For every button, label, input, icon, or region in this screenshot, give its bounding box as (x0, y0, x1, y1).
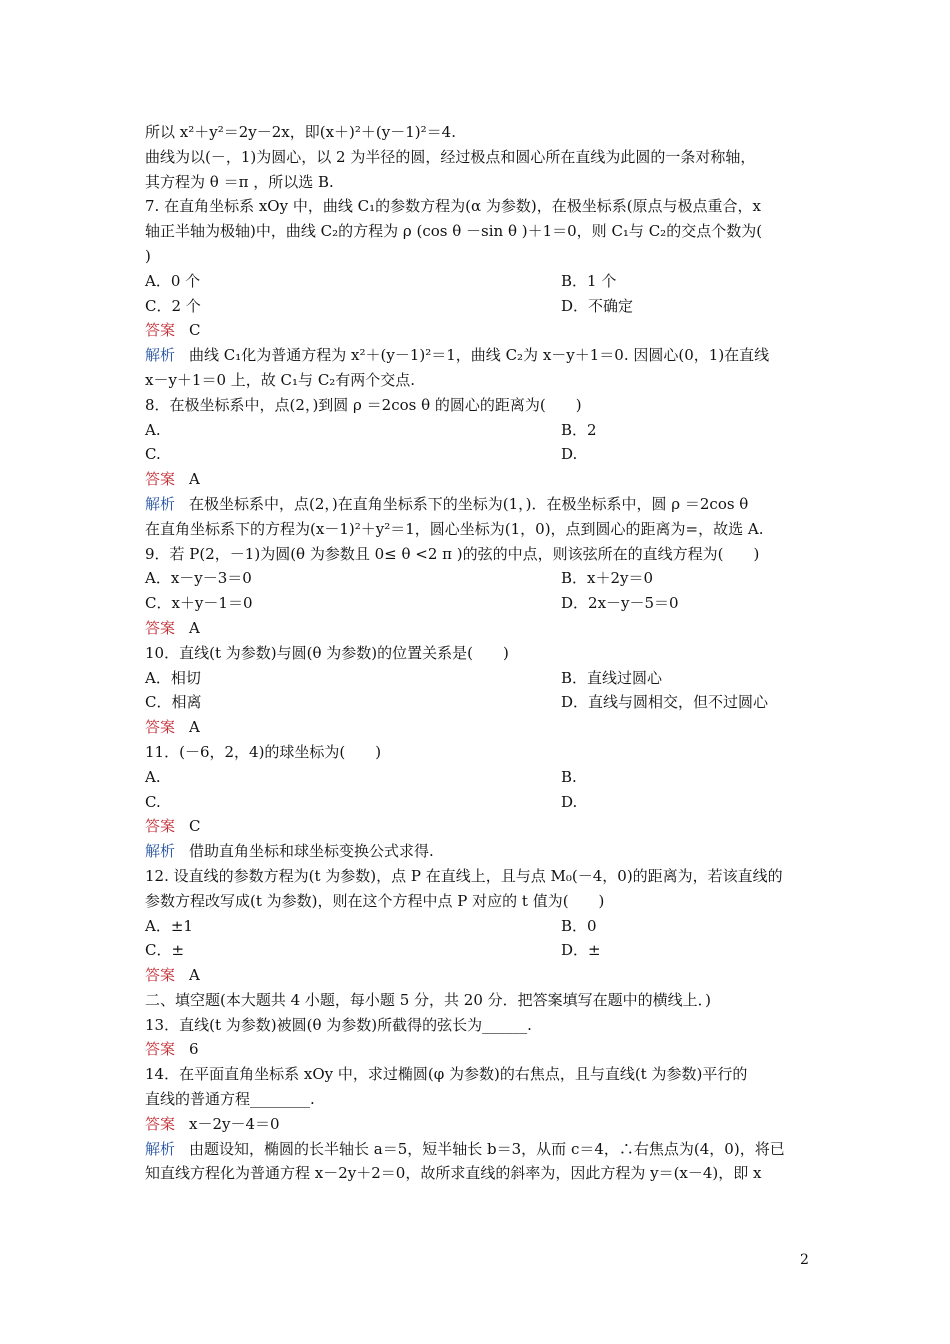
question-12-line-1: 12. 设直线的参数方程为(t 为参数)，点 P 在直线上，且与点 M₀(－4，0)的距离为，若该直线的 (145, 866, 783, 885)
question-8: 8．在极坐标系中，点(2，)到圆 ρ ＝2cos θ 的圆心的距离为( ) (145, 395, 582, 414)
options-row (145, 690, 813, 715)
section-heading: 二、填空题(本大题共 4 小题，每小题 5 分，共 20 分．把答案填写在题中的横线上．) (145, 990, 711, 1009)
text-line: 其方程为 θ ＝π ，所以选 B. (145, 172, 334, 191)
answer-label: 答案 (145, 966, 176, 985)
answer-value: A (189, 470, 200, 489)
question-11: 11．(－6，2，4)的球坐标为( ) (145, 742, 382, 761)
explanation-text: 在直角坐标系下的方程为(x－1)²＋y²＝1，圆心坐标为(1，0)，点到圆心的距离为=，故选 A. (145, 519, 764, 538)
explanation-text: 知直线方程化为普通方程 x－2y＋2＝0，故所求直线的斜率为，因此方程为 y＝(x－4)，即 x (145, 1164, 762, 1183)
answer-line (145, 963, 813, 988)
explanation-text: 借助直角坐标和球坐标变换公式求得. (189, 842, 434, 861)
explanation-line (145, 343, 813, 368)
text-line: 所以 x²＋y²＝2y－2x，即(x＋)²＋(y－1)²＝4. (145, 123, 456, 141)
answer-value: A (189, 618, 200, 637)
option-d: D．± (561, 941, 601, 960)
page-content (145, 120, 813, 1186)
answer-value: 6 (189, 1040, 199, 1059)
options-row (145, 418, 813, 443)
answer-value: C (189, 321, 201, 340)
option-a: A．相切 (145, 668, 201, 687)
explanation-line (145, 839, 813, 864)
options-row (145, 790, 813, 815)
options-row (145, 666, 813, 691)
answer-label: 答案 (145, 1040, 176, 1059)
options-row (145, 914, 813, 939)
option-b: B. (561, 767, 577, 786)
answer-label: 答案 (145, 817, 176, 836)
option-d: D．不确定 (561, 296, 634, 315)
option-d: D. (561, 445, 578, 464)
question-14-line-1: 14．在平面直角坐标系 xOy 中，求过椭圆(φ 为参数)的右焦点，且与直线(t 为参数)平行的 (145, 1065, 748, 1084)
option-b: B．2 (561, 420, 597, 439)
answer-line (145, 1112, 813, 1137)
option-c: C．2 个 (145, 296, 201, 315)
explanation-line (145, 1137, 813, 1162)
option-c: C. (145, 792, 161, 811)
answer-value: C (189, 817, 201, 836)
option-c: C．± (145, 941, 185, 960)
question-13: 13．直线(t 为参数)被圆(θ 为参数)所截得的弦长为______. (145, 1015, 532, 1034)
answer-line (145, 467, 813, 492)
option-b: B．直线过圆心 (561, 668, 663, 687)
options-row (145, 442, 813, 467)
explanation-line (145, 492, 813, 517)
answer-value: x－2y－4＝0 (189, 1114, 280, 1133)
explanation-label: 解析 (145, 346, 176, 365)
option-d: D. (561, 792, 578, 811)
explanation-label: 解析 (145, 842, 176, 861)
explanation-text: 由题设知，椭圆的长半轴长 a＝5，短半轴长 b＝3，从而 c＝4，∴右焦点为(4，0)，将已 (189, 1139, 785, 1158)
option-b: B．x＋2y＝0 (561, 569, 654, 588)
text-line: 曲线为以(－，1)为圆心，以 2 为半径的圆，经过极点和圆心所在直线为此圆的一条对称轴， (145, 147, 756, 166)
options-row (145, 566, 813, 591)
option-b: B．0 (561, 916, 597, 935)
option-d: D．直线与圆相交，但不过圆心 (561, 693, 769, 712)
question-10: 10．直线(t 为参数)与圆(θ 为参数)的位置关系是( ) (145, 643, 509, 662)
answer-value: A (189, 718, 200, 737)
question-14-line-2: 直线的普通方程________. (145, 1090, 315, 1109)
question-7-line-1: 7. 在直角坐标系 xOy 中，曲线 C₁的参数方程为(α 为参数)，在极坐标系(原点与极点重合，x (145, 197, 762, 216)
options-row (145, 765, 813, 790)
option-a: A. (145, 767, 161, 786)
answer-line (145, 318, 813, 343)
question-12-line-2: 参数方程改写成(t 为参数)，则在这个方程中点 P 对应的 t 值为( ) (145, 891, 605, 910)
answer-line (145, 616, 813, 641)
question-7-line-2: 轴正半轴为极轴)中，曲线 C₂的方程为 ρ (cos θ －sin θ )＋1＝0，则 C₁与 C₂的交点个数为( (145, 222, 763, 241)
answer-label: 答案 (145, 321, 176, 340)
answer-label: 答案 (145, 718, 176, 737)
explanation-text: 曲线 C₁化为普通方程为 x²＋(y－1)²＝1，曲线 C₂为 x－y＋1＝0. 因圆心(0，1)在直线 (189, 346, 770, 365)
answer-line (145, 1037, 813, 1062)
option-b: B．1 个 (561, 271, 617, 290)
answer-label: 答案 (145, 618, 176, 637)
option-a: A. (145, 420, 161, 439)
explanation-label: 解析 (145, 494, 176, 513)
question-7-line-3: ) (145, 246, 151, 265)
options-row (145, 294, 813, 319)
option-d: D．2x－y－5＝0 (561, 594, 679, 613)
page-number: 2 (800, 1252, 809, 1268)
answer-label: 答案 (145, 470, 176, 489)
explanation-text: 在极坐标系中，点(2，)在直角坐标系下的坐标为(1，)．在极坐标系中，圆 ρ ＝2cos θ (189, 494, 749, 513)
options-row (145, 938, 813, 963)
option-c: C．x＋y－1＝0 (145, 594, 253, 613)
answer-value: A (189, 966, 200, 985)
options-row (145, 269, 813, 294)
answer-line (145, 715, 813, 740)
option-a: A．0 个 (145, 271, 201, 290)
question-9: 9．若 P(2，－1)为圆(θ 为参数且 0≤ θ <2 π )的弦的中点，则该弦所在的直线方程为( ) (145, 544, 760, 563)
option-c: C. (145, 445, 161, 464)
options-row (145, 591, 813, 616)
option-a: A．±1 (145, 916, 193, 935)
explanation-text: x－y＋1＝0 上，故 C₁与 C₂有两个交点. (145, 370, 416, 389)
explanation-label: 解析 (145, 1139, 176, 1158)
option-c: C．相离 (145, 693, 202, 712)
answer-label: 答案 (145, 1114, 176, 1133)
answer-line (145, 814, 813, 839)
option-a: A．x－y－3＝0 (145, 569, 252, 588)
